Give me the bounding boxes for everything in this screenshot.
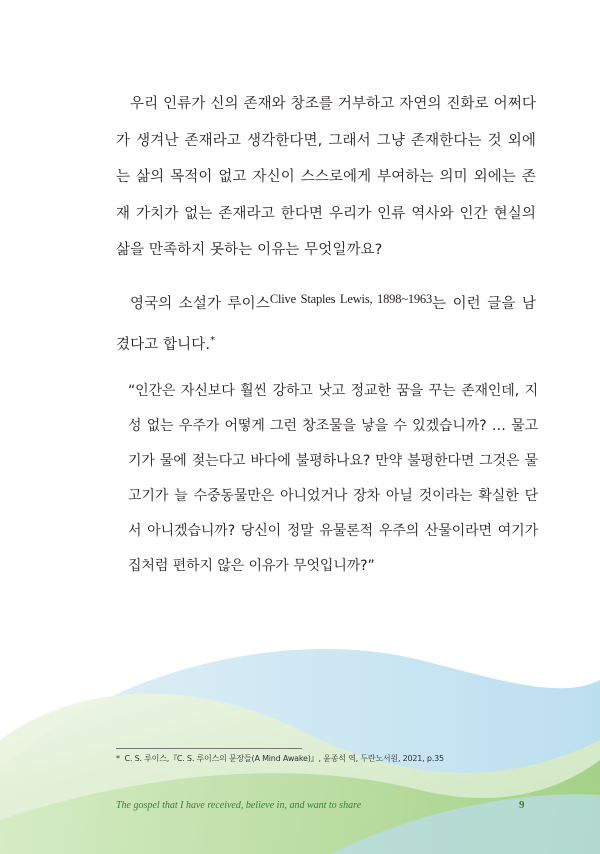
decorative-waves: [0, 620, 600, 854]
footnote-text: C. S. 루이스,『C. S. 루이스의 문장들(A Mind Awake)』, 윤종석 역, 두란노서원, 2021, p.35: [124, 754, 444, 763]
paragraph-1: [116, 86, 536, 269]
footer-tagline: The gospel that I have received, believe in, and want to share: [116, 800, 362, 811]
footnote-reference: *: [210, 334, 216, 346]
paragraph-2-post: 는 이런 글을 남겼다고 합니다.: [116, 296, 536, 353]
footnote: [116, 752, 546, 766]
paragraph-2: [116, 281, 536, 363]
page-number: 9: [519, 799, 525, 811]
footnote-mark: *: [116, 754, 120, 763]
paragraph-2-pre: 영국의 소설가 루이스: [130, 296, 270, 312]
paragraph-1-text: 우리 인류가 신의 존재와 창조를 거부하고 자연의 진화로 어쩌다가 생겨난 존재라고 생각한다면, 그래서 그냥 존재한다는 것 외에는 삶의 목적이 없고 자신이 스스로에게 부여하는 의미 외에는 존재 가치가 없는 존재라고 한다면 우리가 인류 역사와 인간 현실의 삶을 만족하지 못하는 이유는 무엇일까요?: [116, 96, 536, 258]
author-english-name: Clive Staples Lewis, 1898~1963: [269, 292, 433, 306]
footnote-divider: [116, 748, 302, 749]
block-quote: “인간은 자신보다 훨씬 강하고 낫고 정교한 꿈을 꾸는 존재인데, 지성 없는 우주가 어떻게 그런 창조물을 낳을 수 있겠습니까? … 물고기가 물에 젖는다고 바다에 불평하나요? 만약 불평한다면 그것은 물고기가 늘 수중동물만은 아니었거나 장차 아닐 것이라는 확실한 단서 아니겠습니까? 당신이 정말 유물론적 우주의 산물이라면 여기가 집처럼 편하지 않은 이유가 무엇입니까?”: [128, 383, 538, 574]
